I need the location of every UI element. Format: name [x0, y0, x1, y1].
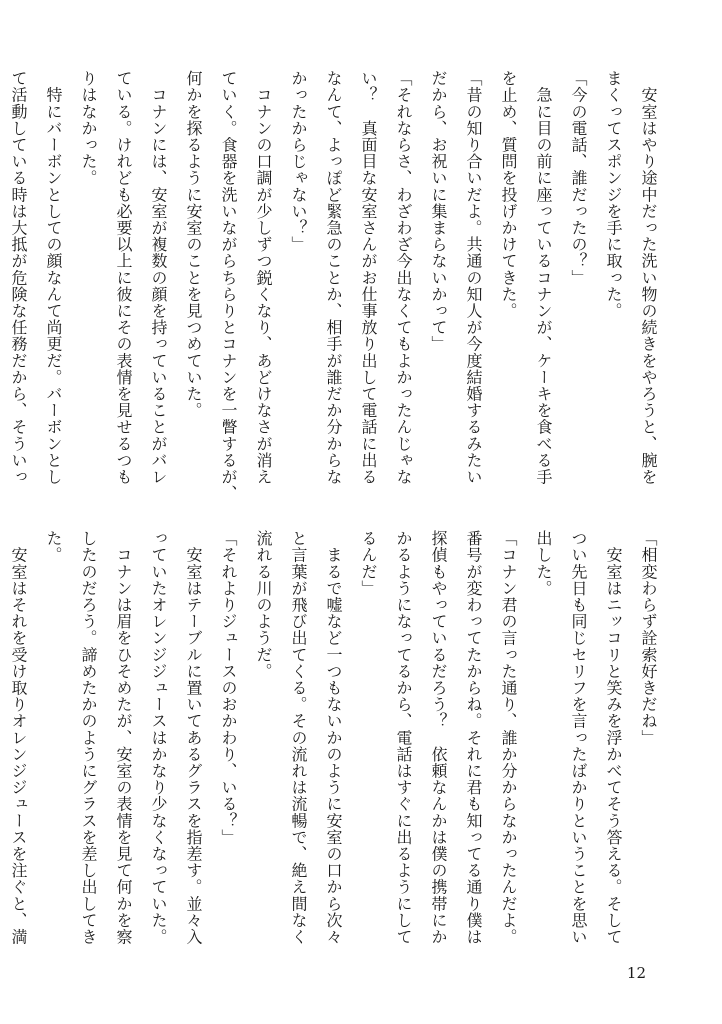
- text-line: 「コナン君の言った通り、誰か分からなかったんだよ。: [499, 530, 518, 945]
- text-line: コナンは眉をひそめたが、安室の表情を見て何かを察: [114, 530, 133, 945]
- text-line: 特にバーボンとしての顔なんて尚更だ。バーボンとし: [44, 70, 63, 485]
- text-line: つい先日も同じセリフを言ったばかりということを思い: [569, 530, 588, 945]
- text-line: コナンには、安室が複数の顔を持っていることがバレ: [149, 70, 168, 485]
- page-number: 12: [626, 964, 646, 982]
- text-line: 安室はテーブルに置いてあるグラスを指差す。並々入: [184, 530, 203, 945]
- text-line: っていたオレンジジュースはかなり少なくなっていた。: [149, 530, 168, 945]
- text-line: 急に目の前に座っているコナンが、ケーキを食べる手: [534, 70, 553, 485]
- text-line: 「相変わらず詮索好きだね」: [639, 530, 658, 746]
- text-line: ていく。食器を洗いながらちらりとコナンを一瞥するが、: [219, 70, 238, 502]
- text-line: 「今の電話、誰だったの？」: [569, 70, 588, 286]
- text-line: コナンの口調が少しずつ鋭くなり、あどけなさが消え: [254, 70, 273, 485]
- text-line: かるようになってるから、電話はすぐに出るようにして: [394, 530, 413, 945]
- text-line: 番号が変わってたからね。それに君も知ってる通り僕は: [464, 530, 483, 945]
- text-line: い？ 真面目な安室さんがお仕事放り出して電話に出る: [359, 70, 378, 485]
- text-line: た。: [44, 530, 63, 564]
- text-line: 何かを探るように安室のことを見つめていた。: [184, 70, 203, 419]
- text-line: るんだ」: [359, 530, 378, 597]
- text-line: かったからじゃない？」: [289, 70, 308, 253]
- text-line: だから、お祝いに集まらないかって」: [429, 70, 448, 353]
- text-line: 「それならさ、わざわざ今出なくてもよかったんじゃな: [394, 70, 413, 485]
- text-line: りはなかった。: [79, 70, 98, 187]
- bottom-text-block: [9, 530, 666, 960]
- text-line: と言葉が飛び出てくる。その流れは流暢で、絶え間なく: [289, 530, 308, 945]
- text-line: まるで嘘など一つもないかのように安室の口から次々: [324, 530, 343, 945]
- text-line: を止め、質問を投げかけてきた。: [499, 70, 518, 319]
- text-line: 流れる川のようだ。: [254, 530, 273, 680]
- text-line: 出した。: [534, 530, 553, 597]
- text-line: て活動している時は大抵が危険な任務だから、そういっ: [9, 70, 28, 485]
- text-line: ている。けれども必要以上に彼にその表情を見せるつも: [114, 70, 133, 485]
- text-line: 「それよりジュースのおかわり、いる？」: [219, 530, 238, 846]
- text-line: なんて、よっぽど緊急のことか、相手が誰だか分からな: [324, 70, 343, 485]
- text-line: 安室はそれを受け取りオレンジジュースを注ぐと、満: [9, 530, 28, 945]
- text-line: 探偵もやっているだろう？ 依頼なんかは僕の携帯にか: [429, 530, 448, 945]
- top-text-block: [9, 70, 666, 502]
- text-line: 安室はニッコリと笑みを浮かべてそう答える。そして: [604, 530, 623, 945]
- text-line: 「昔の知り合いだよ。共通の知人が今度結婚するみたい: [464, 70, 483, 485]
- text-line: 安室はやり途中だった洗い物の続きをやろうと、腕を: [639, 70, 658, 485]
- text-line: まくってスポンジを手に取った。: [604, 70, 623, 319]
- text-line: したのだろう。諦めたかのようにグラスを差し出してき: [79, 530, 98, 945]
